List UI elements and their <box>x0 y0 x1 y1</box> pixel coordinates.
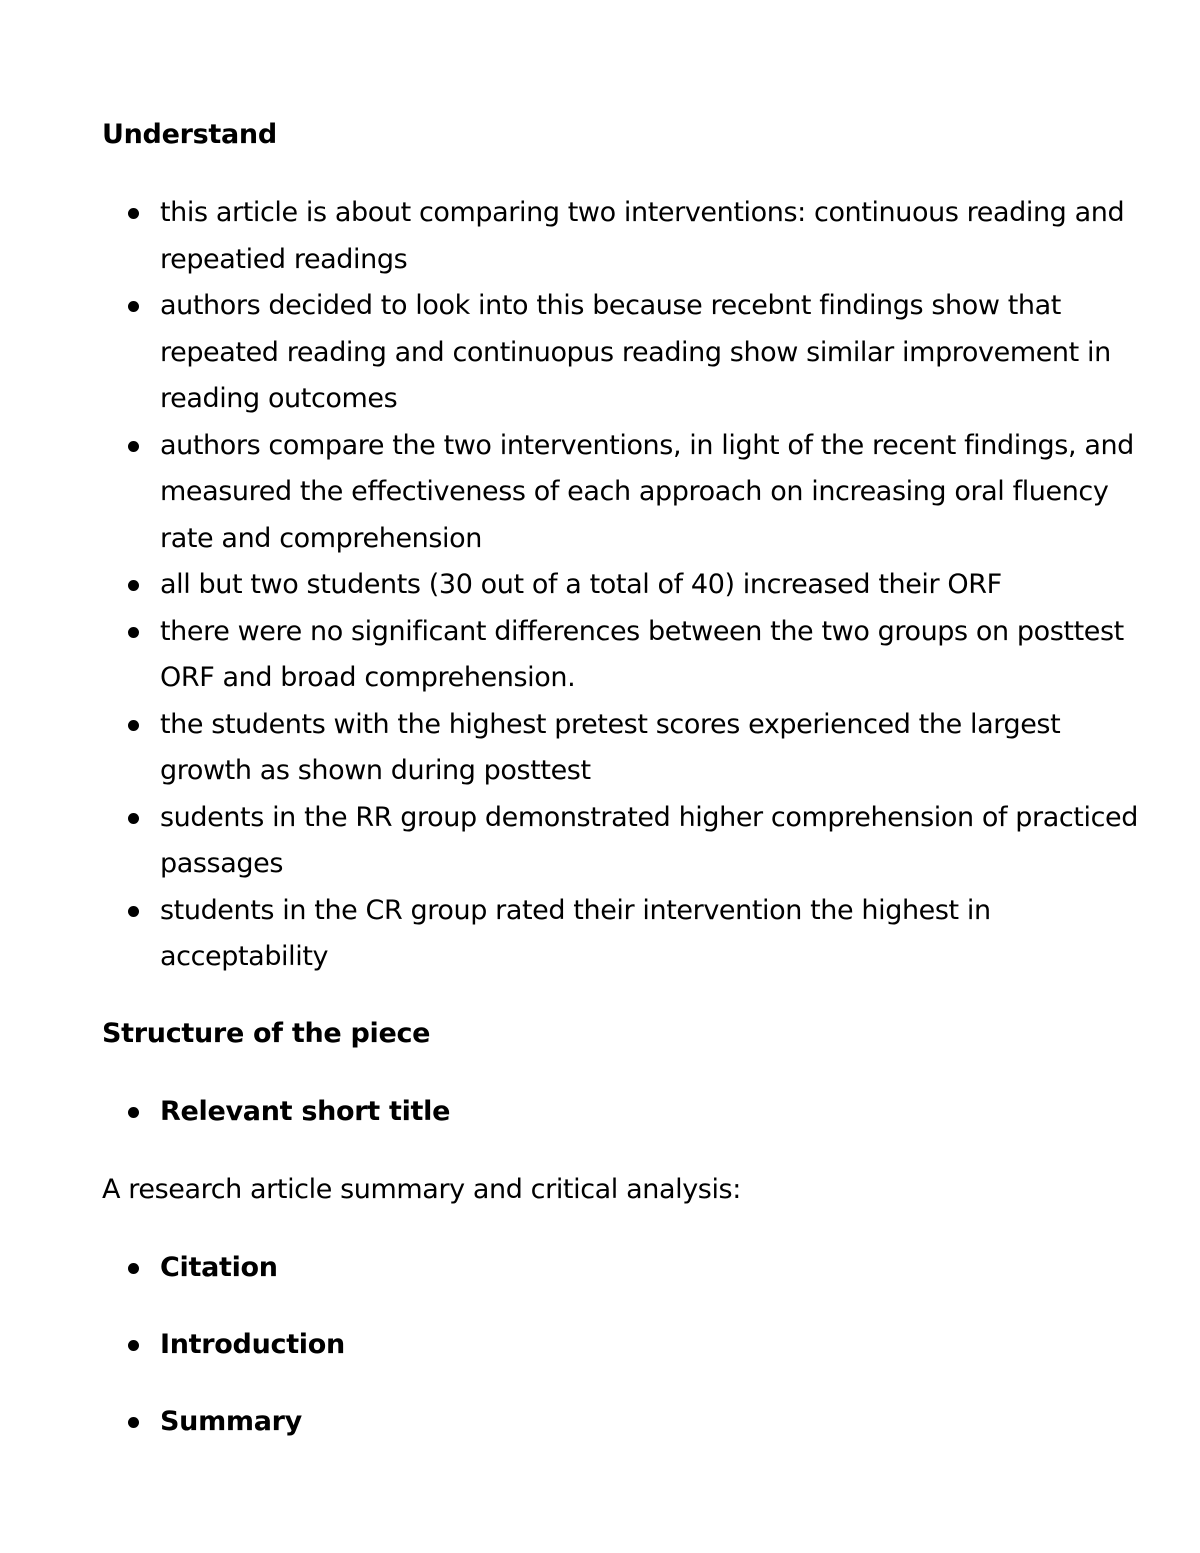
bullet-icon <box>128 813 139 824</box>
list-item-text: Introduction <box>160 1328 345 1360</box>
list-item-summary <box>102 1399 1142 1445</box>
title-list <box>102 1089 1142 1135</box>
bullet-icon <box>128 1107 139 1118</box>
understand-heading: Understand <box>102 119 277 150</box>
list-item <box>102 423 1142 563</box>
bullet-icon <box>128 906 139 917</box>
list-item-citation <box>102 1245 1142 1291</box>
list-item-text: Citation <box>160 1251 278 1283</box>
bullet-icon <box>128 441 139 452</box>
understand-list <box>102 190 1142 981</box>
bullet-icon <box>128 627 139 638</box>
bullet-icon <box>128 1417 139 1428</box>
bullet-icon <box>128 1263 139 1274</box>
list-item <box>102 283 1142 423</box>
list-item <box>102 609 1142 702</box>
list-item-text: authors compare the two interventions, in light of the recent findings, and measured the effectiveness of each approach on increasing oral fluency rate and comprehension <box>160 429 1134 554</box>
document-page <box>102 112 1142 1445</box>
bullet-icon <box>128 720 139 731</box>
bullet-icon <box>128 1340 139 1351</box>
list-item-text: students in the CR group rated their intervention the highest in acceptability <box>160 894 991 972</box>
list-item-text: there were no significant differences between the two groups on posttest ORF and broad comprehension. <box>160 615 1124 693</box>
list-item-short-title <box>102 1089 1142 1135</box>
list-item-text: authors decided to look into this because recebnt findings show that repeated reading and continuopus reading show similar improvement in reading outcomes <box>160 290 1111 414</box>
structure-heading: Structure of the piece <box>102 1017 431 1049</box>
list-item-text: this article is about comparing two interventions: continuous reading and repeatied readings <box>160 197 1125 275</box>
list-item-text: sudents in the RR group demonstrated higher comprehension of practiced passages <box>160 801 1138 879</box>
bullet-icon <box>128 301 139 312</box>
list-item <box>102 190 1142 283</box>
list-item <box>102 702 1142 795</box>
list-item-text: the students with the highest pretest scores experienced the largest growth as shown during posttest <box>160 708 1061 786</box>
structure-list <box>102 1245 1142 1445</box>
list-item-text: all but two students (30 out of a total of 40) increased their ORF <box>160 569 1002 600</box>
list-item <box>102 795 1142 888</box>
list-item-text: Relevant short title <box>160 1095 451 1127</box>
summary-intro-text: A research article summary and critical analysis: <box>102 1173 741 1205</box>
bullet-icon <box>128 580 139 591</box>
list-item <box>102 888 1142 981</box>
list-item <box>102 562 1142 609</box>
list-item-introduction <box>102 1322 1142 1368</box>
bullet-icon <box>128 208 139 219</box>
list-item-text: Summary <box>160 1405 302 1437</box>
